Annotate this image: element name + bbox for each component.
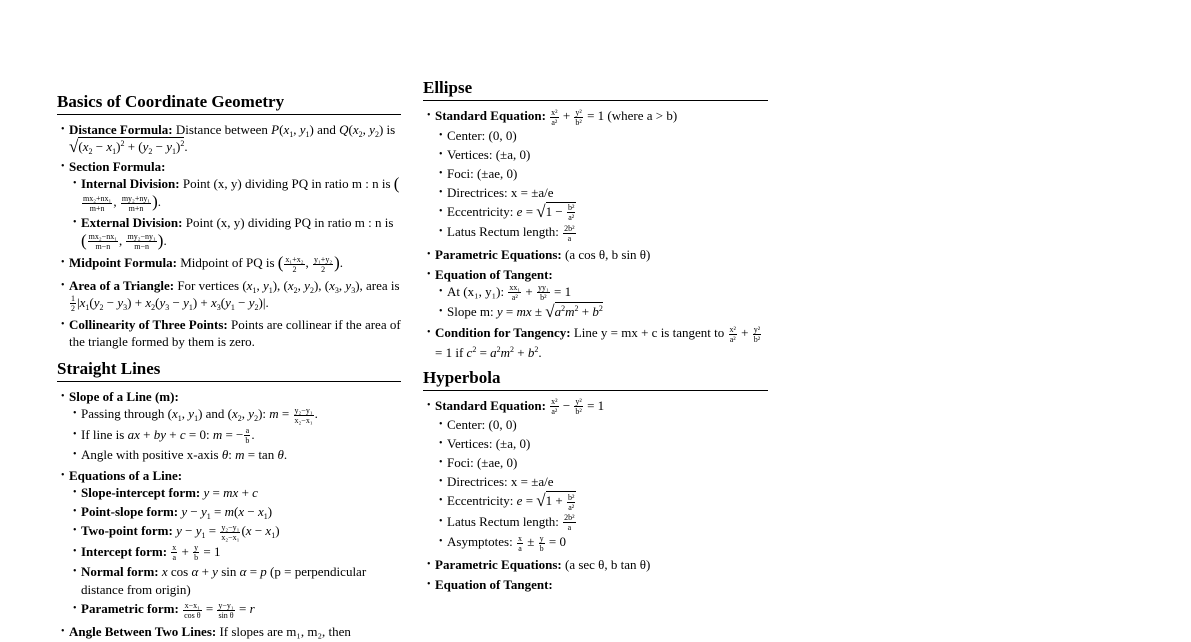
slope-passing-text: Passing through	[81, 406, 165, 422]
hyperbola-ecc-label: Eccentricity:	[447, 493, 514, 509]
section-label: Section Formula:	[69, 159, 166, 174]
ellipse-tangency-text: Line y = mx + c is tangent to	[573, 325, 725, 341]
section-title-ellipse: Ellipse	[423, 78, 768, 101]
slope-intercept-label: Slope-intercept form:	[81, 485, 201, 501]
internal-label: Internal Division:	[81, 176, 180, 191]
hyperbola-parametric-item	[423, 556, 768, 573]
internal-text: Point (x, y) dividing PQ in ratio m : n	[182, 176, 379, 191]
distance-label: Distance Formula:	[69, 122, 173, 137]
hyperbola-latus-item: • Latus Rectum length: $\frac{\text{2b²}}{a}$	[435, 513, 768, 533]
hyperbola-std-label: Standard Equation:	[435, 397, 546, 413]
slope-label: Slope of a Line (m):	[69, 389, 179, 405]
point-slope-item: • Point-slope form: $y - y_1 = m(x - x_1)$	[69, 503, 401, 521]
ellipse-tangent-slope-item: • Slope m: y = mx ± $√a^2m^2 + b^2$	[435, 303, 768, 321]
hyperbola-list	[423, 397, 768, 593]
hyperbola-eccentricity-item: • Eccentricity: e = √1 + $\frac{\text{b²}}{\text{a²}}$	[435, 492, 768, 512]
hyperbola-foci: • Foci: (±ae, 0)	[435, 454, 768, 472]
normal-note: (p = perpendicular distance from origin)	[81, 564, 367, 598]
ellipse-center: • Center: (0, 0)	[435, 127, 768, 145]
ellipse-eccentricity-item: • Eccentricity: e = √1 − $\frac{\text{b²}}{\text{a²}}$	[435, 203, 768, 223]
collinear-text: Points are collinear if the area of the triangle formed by them is zero.	[69, 317, 401, 350]
area-triangle-item: • Area of a Triangle: For vertices ($x_1$, $y_1$), ($x_2$, $y_2$), ($x_3$, $y_3$), area is $\frac{1}{2}$ $|x_1(y_2 - y_3) + x_2(y_3 - y_1) + x_3(y_1 - y_2)|$.	[57, 277, 401, 314]
collinearity-item	[57, 316, 401, 350]
midpoint-text: Midpoint of PQ is	[180, 255, 275, 271]
distance-formula-item: • Distance Formula: Distance between $P(x_1$, $y_1$) and $Q(x_2$, $y_2$) is $√(x_2 - x_1)^2 + (y_2 - y_1)^2$.	[57, 121, 401, 155]
ellipse-latus-item: • Latus Rectum length: $\frac{\text{2b²}}{a}$	[435, 223, 768, 243]
ellipse-list	[423, 107, 768, 361]
section-title-hyperbola: Hyperbola	[423, 368, 768, 391]
section-title-lines: Straight Lines	[57, 359, 401, 382]
slope-item	[57, 388, 401, 464]
ellipse-tangency-item: • Condition for Tangency: Line y = mx + c is tangent to $\frac{\text{x²}}{\text{a²}}$ + $\frac{\text{y²}}{\text{b²}}$ = 1 if $c^2 = a^2m^2 + b^2$.	[423, 324, 768, 361]
distance-text: Distance between	[175, 122, 268, 137]
intercept-label: Intercept form:	[81, 543, 168, 559]
slope-intercept-item: • Slope-intercept form: y = mx + c	[69, 484, 401, 502]
hyperbola-tangent-item	[423, 576, 768, 593]
normal-label: Normal form:	[81, 564, 159, 580]
midpoint-item: • Midpoint Formula: Midpoint of PQ is ( $\frac{\text{x₁+x₂}}{2}$ , $\frac{\text{y₁+y₂}}{2}$ ).	[57, 254, 401, 274]
external-label: External Division:	[81, 214, 183, 230]
ellipse-standard-item: • Standard Equation: $\frac{\text{x²}}{\text{a²}}$ + $\frac{\text{y²}}{\text{b²}}$ = 1 (where a > b) • Center: (0, 0) • Vertices: (±a, 0) • Foci: (±ae, 0) • Directrices: x = ±a/e • Eccentricity: e = √1 − $\frac{\text{b²}}{\text{a²}}$ • Latus Rectum length: $\frac{\text{2b²}}{a}$	[423, 107, 768, 243]
slope-ifline-item: • If line is ax + by + c = 0: m = − $\frac{a}{b}$ .	[69, 426, 401, 446]
section-formula-item	[57, 158, 401, 251]
midpoint-label: Midpoint Formula:	[69, 255, 177, 271]
hyperbola-center: • Center: (0, 0)	[435, 416, 768, 434]
lines-list	[57, 388, 401, 640]
basics-list	[57, 121, 401, 350]
parametric-line-item: • Parametric form: $\frac{\text{x−x₁}}{\text{cos θ}}$ = $\frac{\text{y−y₁}}{\text{sin θ}}$ = r	[69, 600, 401, 620]
ellipse-parametric-item	[423, 246, 768, 263]
slope-angle-item: • Angle with positive x-axis θ: m = tan θ.	[69, 446, 401, 464]
area-label: Area of a Triangle:	[69, 277, 175, 293]
section-title-basics: Basics of Coordinate Geometry	[57, 92, 401, 115]
parametric-line-label: Parametric form:	[81, 601, 179, 617]
hyperbola-vertices: • Vertices: (±a, 0)	[435, 435, 768, 453]
normal-item: • Normal form: x cos α + y sin α = p (p = perpendicular distance from origin)	[69, 563, 401, 599]
left-column	[57, 92, 401, 642]
ellipse-directrices: • Directrices: x = ±a/e	[435, 184, 768, 202]
ellipse-tangent-label: Equation of Tangent:	[435, 266, 553, 282]
hyperbola-param-value: (a sec θ, b tan θ)	[564, 556, 651, 572]
ellipse-vertices: • Vertices: (±a, 0)	[435, 146, 768, 164]
intercept-item: • Intercept form: $\frac{x}{a}$ + $\frac{y}{b}$ = 1	[69, 543, 401, 563]
slope-angle-text: Angle with positive x-axis	[81, 447, 219, 463]
ellipse-tangent-slope: Slope m:	[447, 304, 494, 320]
internal-division-item: • Internal Division: Point (x, y) dividing PQ in ratio m : n is ( $\frac{\text{mx₂+nx₁}}{m+n}$ , $\frac{\text{my₂+ny₁}}{m+n}$ ).	[69, 175, 401, 213]
hyperbola-directrices: • Directrices: x = ±a/e	[435, 473, 768, 491]
hyperbola-standard-item: • Standard Equation: $\frac{\text{x²}}{\text{a²}}$ − $\frac{\text{y²}}{\text{b²}}$ = 1 • Center: (0, 0) • Vertices: (±a, 0) • Foci: (±ae, 0) • Directrices: x = ±a/e • Eccentricity: e = √1 + $\frac{\text{b²}}{\text{a²}}$ • Latus Rectum length: $\frac{\text{2b²}}{a}$ • Asymptotes: $\frac{x}{a}$ ± $\frac{y}{b}$ = 0	[423, 397, 768, 553]
external-division-item: • External Division: Point (x, y) dividing PQ in ratio m : n is ( $\frac{\text{mx₂−nx₁}}{m-n}$ , $\frac{\text{my₂−ny₁}}{m-n}$ ).	[69, 214, 401, 252]
line-equations-item	[57, 467, 401, 620]
ellipse-foci: • Foci: (±ae, 0)	[435, 165, 768, 183]
collinear-label: Collinearity of Three Points:	[69, 317, 228, 333]
right-column	[423, 78, 768, 595]
two-point-item: • Two-point form: $y - y_1$ = $\frac{\text{y₂−y₁}}{\text{x₂−x₁}}$ $(x - x_1)$	[69, 522, 401, 542]
hyperbola-tangent-label: Equation of Tangent:	[435, 576, 553, 592]
hyperbola-asymptotes-label: Asymptotes:	[447, 534, 513, 550]
angle-between-item	[57, 623, 401, 640]
ellipse-ecc-label: Eccentricity:	[447, 203, 514, 219]
point-slope-label: Point-slope form:	[81, 504, 179, 520]
ellipse-tangency-label: Condition for Tangency:	[435, 325, 571, 341]
ellipse-tangent-at: At (x₁, y₁):	[447, 283, 505, 299]
hyperbola-param-label: Parametric Equations:	[435, 556, 562, 572]
ellipse-tangent-at-item: • At (x₁, y₁): $\frac{\text{xx₁}}{\text{a²}}$ + $\frac{\text{yy₁}}{\text{b²}}$ = 1	[435, 283, 768, 303]
hyperbola-asymptotes-item: • Asymptotes: $\frac{x}{a}$ ± $\frac{y}{b}$ = 0	[435, 533, 768, 553]
hyperbola-latus-label: Latus Rectum length:	[447, 513, 559, 529]
ellipse-std-label: Standard Equation:	[435, 108, 546, 123]
external-text: Point (x, y) dividing PQ in ratio m : n	[185, 214, 382, 230]
slope-passing-item: • Passing through ($x_1$, $y_1$) and ($x_2$, $y_2$): m = $\frac{\text{y₂−y₁}}{\text{x₂−x₁}}$ .	[69, 405, 401, 425]
slope-ifline-text: If line is	[81, 426, 125, 442]
angle-between-label: Angle Between Two Lines:	[69, 623, 217, 639]
area-text: For vertices	[177, 277, 240, 293]
ellipse-std-note: (where a > b)	[607, 108, 678, 123]
ellipse-latus-label: Latus Rectum length:	[447, 224, 559, 240]
ellipse-param-value: (a cos θ, b sin θ)	[564, 246, 651, 262]
ellipse-tangent-item	[423, 266, 768, 322]
angle-between-text: If slopes are m₁, m₂, then	[219, 623, 351, 639]
two-point-label: Two-point form:	[81, 523, 173, 539]
ellipse-param-label: Parametric Equations:	[435, 246, 562, 262]
line-eq-label: Equations of a Line:	[69, 468, 183, 484]
